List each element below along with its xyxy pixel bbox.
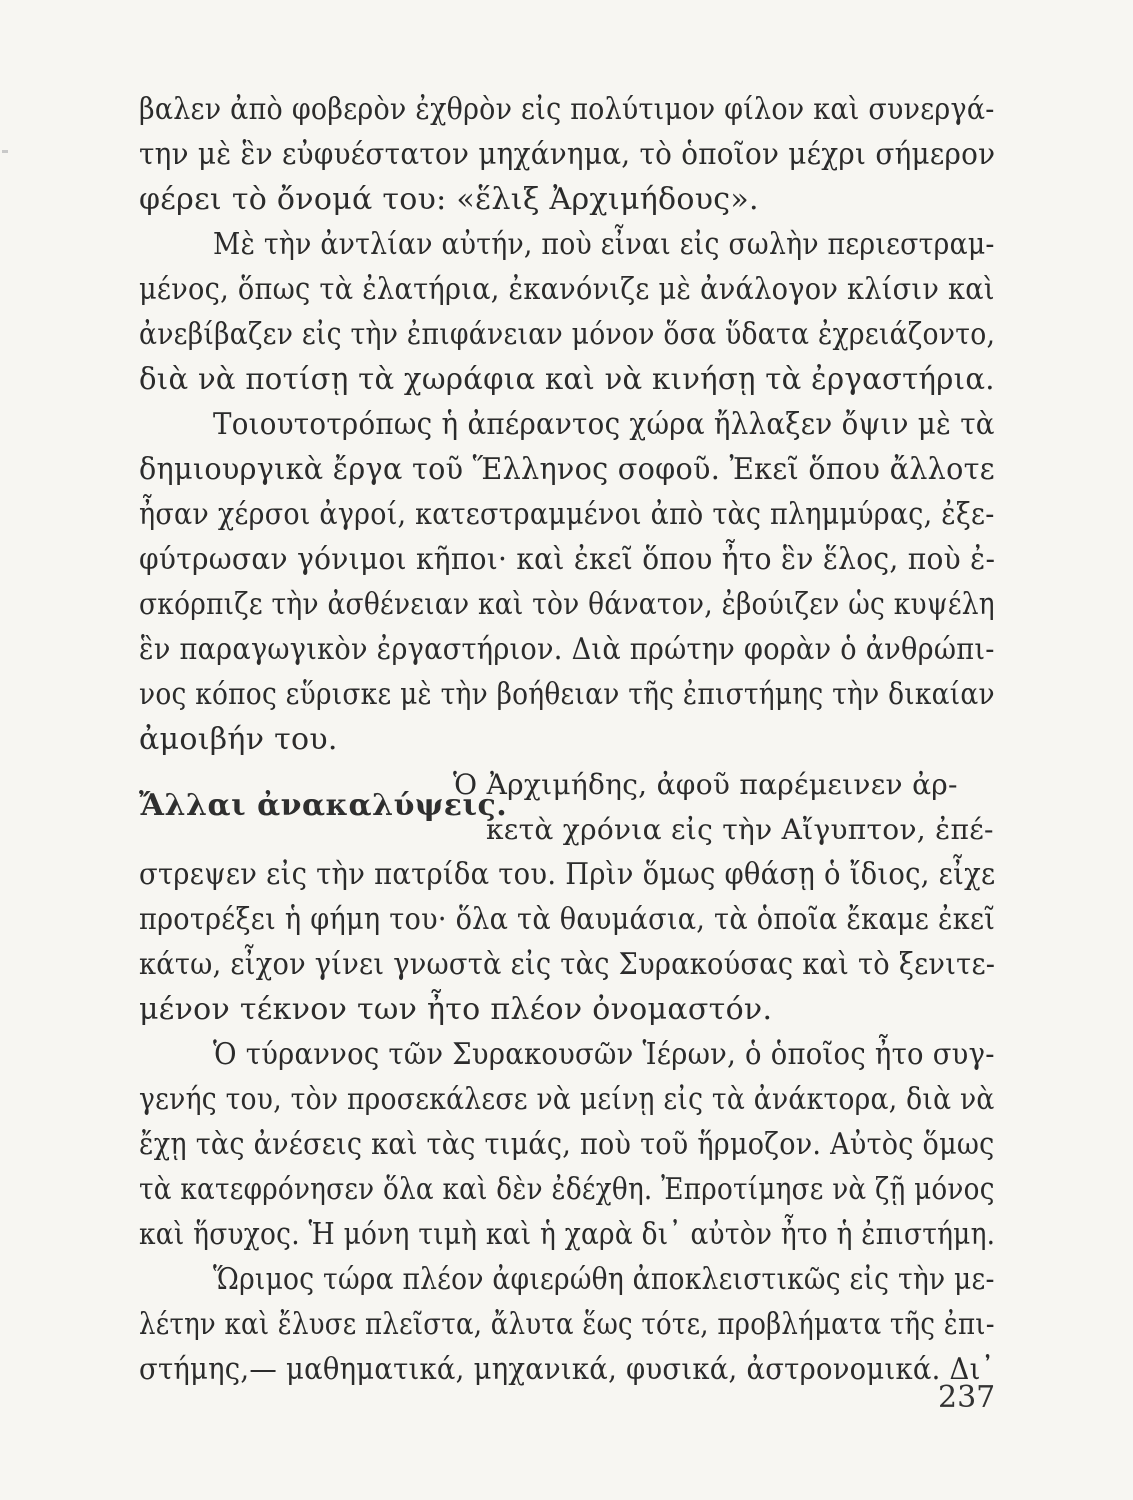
text-line: φέρει τὸ ὄνομά του: «ἕλιξ Ἀρχιμήδους». [139,182,759,217]
text-line: Ὁ τύραννος τῶν Συρακουσῶν Ἱέρων, ὁ ὁποῖος ἦτο συγ- [213,1037,995,1072]
text-line: Ὁ Ἀρχιμήδης, ἀφοῦ παρέμεινεν ἀρ- [453,768,958,801]
text-line: Τοιουτοτρόπως ἡ ἀπέραντος χώρα ἤλλαξεν ὄψιν μὲ τὰ [213,407,995,442]
text-line: στρεψεν εἰς τὴν πατρίδα του. Πρὶν ὅμως φθάσῃ ὁ ἴδιος, εἶχε [139,857,996,892]
text-line: ἓν παραγωγικὸν ἐργαστήριον. Διὰ πρώτην φορὰν ὁ ἀνθρώπι- [139,632,995,667]
text-line: ἀμοιβήν του. [139,722,338,757]
text-line: Μὲ τὴν ἀντλίαν αὐτήν, ποὺ εἶναι εἰς σωλὴν περιεστραμ- [213,227,995,262]
text-line: προτρέξει ἡ φήμη του· ὅλα τὰ θαυμάσια, τὰ ὁποῖα ἔκαμε ἐκεῖ [139,902,996,937]
text-line: ἀνεβίβαζεν εἰς τὴν ἐπιφάνειαν μόνον ὅσα ὕδατα ἐχρειάζοντο, [139,317,996,352]
text-line: τὰ κατεφρόνησεν ὅλα καὶ δὲν ἐδέχθη. Ἐπροτίμησε νὰ ζῇ μόνος [139,1172,995,1207]
text-line: διὰ νὰ ποτίσῃ τὰ χωράφια καὶ νὰ κινήσῃ τὰ ἐργαστήρια. [139,362,995,397]
page-number: 237 [938,1380,996,1415]
text-line: καὶ ἥσυχος. Ἡ μόνη τιμὴ καὶ ἡ χαρὰ δι᾽ αὐτὸν ἦτο ἡ ἐπιστήμη. [139,1217,996,1252]
text-line: μένος, ὅπως τὰ ἐλατήρια, ἐκανόνιζε μὲ ἀνάλογον κλίσιν καὶ [139,272,995,307]
text-line: ἔχῃ τὰς ἀνέσεις καὶ τὰς τιμάς, ποὺ τοῦ ἥρμοζον. Αὐτὸς ὅμως [139,1127,995,1162]
section-heading: Ἄλλαι ἀνακαλύψεις. [139,788,508,823]
text-line: γενής του, τὸν προσεκάλεσε νὰ μείνῃ εἰς τὰ ἀνάκτορα, διὰ νὰ [139,1082,995,1117]
text-line: φύτρωσαν γόνιμοι κῆποι· καὶ ἐκεῖ ὅπου ἦτο ἓν ἕλος, ποὺ ἐ- [139,542,996,577]
scan-mark [2,150,8,153]
text-line: σκόρπιζε τὴν ἀσθένειαν καὶ τὸν θάνατον, ἐβούιζεν ὡς κυψέλη [139,587,995,622]
text-line: λέτην καὶ ἔλυσε πλεῖστα, ἄλυτα ἕως τότε, προβλήματα τῆς ἐπι- [139,1307,995,1342]
text-line: νος κόπος εὕρισκε μὲ τὴν βοήθειαν τῆς ἐπιστήμης τὴν δικαίαν [139,677,995,712]
text-line: βαλεν ἀπὸ φοβερὸν ἐχθρὸν εἰς πολύτιμον φίλον καὶ συνεργά- [139,92,995,127]
text-line: μένον τέκνον των ἦτο πλέον ὀνομαστόν. [139,992,773,1027]
text-line: ἦσαν χέρσοι ἀγροί, κατεστραμμένοι ἀπὸ τὰς πλημμύρας, ἐξε- [139,497,995,532]
text-line: κετὰ χρόνια εἰς τὴν Αἴγυπτον, ἐπέ- [486,813,994,846]
text-line: κάτω, εἶχον γίνει γνωστὰ εἰς τὰς Συρακούσας καὶ τὸ ξενιτε- [139,947,996,982]
text-line: δημιουργικὰ ἔργα τοῦ Ἕλληνος σοφοῦ. Ἐκεῖ ὅπου ἄλλοτε [139,452,995,487]
text-line: Ὥριμος τώρα πλέον ἀφιερώθη ἀποκλειστικῶς εἰς τὴν με- [213,1262,995,1297]
text-line: την μὲ ἓν εὐφυέστατον μηχάνημα, τὸ ὁποῖον μέχρι σήμερον [139,137,996,172]
text-line: στήμης,— μαθηματικά, μηχανικά, φυσικά, ἀστρονομικά. Δι᾽ [139,1352,995,1387]
